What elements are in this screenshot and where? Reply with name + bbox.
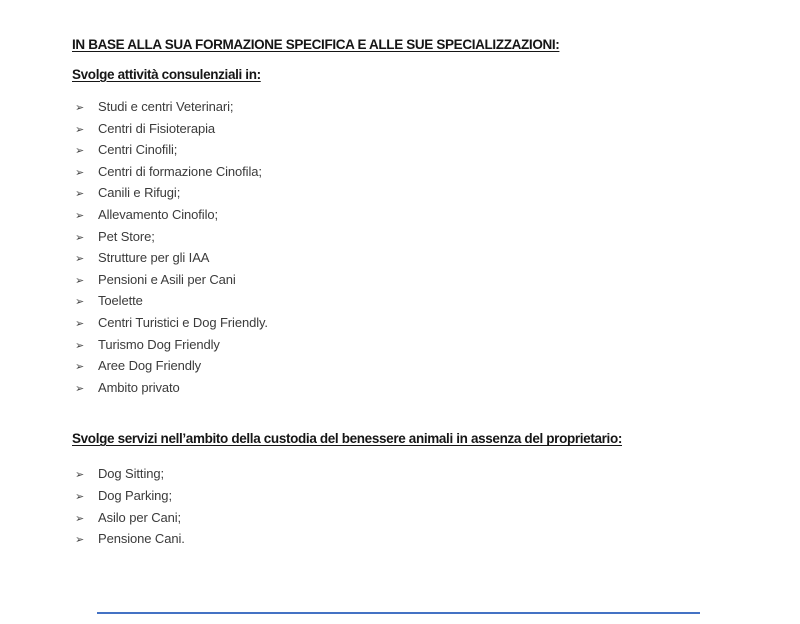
list-item-text: Centri Turistici e Dog Friendly. <box>98 314 268 330</box>
list-item-text: Dog Sitting; <box>98 466 165 482</box>
list-item-text: Turismo Dog Friendly <box>98 336 220 352</box>
arrow-bullet-icon: ➢ <box>75 102 85 114</box>
list-item-text: Allevamento Cinofilo; <box>98 206 219 222</box>
footer-separator-line <box>97 612 700 614</box>
section2-heading: Svolge servizi nell’ambito della custodia del benessere animali in assenza del proprietario: <box>72 431 622 447</box>
list-item <box>72 464 740 486</box>
arrow-bullet-icon: ➢ <box>75 534 85 547</box>
arrow-bullet-icon: ➢ <box>75 296 85 309</box>
list-item-text: Strutture per gli IAA <box>98 250 210 266</box>
list-item-text: Centri Cinofili; <box>98 142 178 158</box>
list-item <box>72 270 740 292</box>
list-item <box>72 119 740 141</box>
list-item <box>72 378 740 400</box>
list-item-text: Pet Store; <box>98 228 155 244</box>
arrow-bullet-icon: ➢ <box>75 339 85 352</box>
list-item <box>72 97 740 119</box>
list-item <box>72 486 740 508</box>
main-heading: IN BASE ALLA SUA FORMAZIONE SPECIFICA E ALLE SUE SPECIALIZZAZIONI: <box>72 37 560 52</box>
list-item <box>72 205 740 227</box>
list-item <box>72 183 740 205</box>
section2-list <box>72 464 740 550</box>
list-item-text: Studi e centri Veterinari; <box>98 99 234 114</box>
list-item <box>72 508 740 530</box>
list-item-text: Ambito privato <box>98 379 180 395</box>
arrow-bullet-icon: ➢ <box>75 361 85 374</box>
list-item <box>72 227 740 249</box>
arrow-bullet-icon: ➢ <box>75 123 85 136</box>
list-item-text: Asilo per Cani; <box>98 509 182 525</box>
arrow-bullet-icon: ➢ <box>75 512 85 525</box>
section1-heading: Svolge attività consulenziali in: <box>72 67 261 82</box>
arrow-bullet-icon: ➢ <box>75 231 85 244</box>
list-item-text: Pensione Cani. <box>98 531 185 547</box>
list-item-text: Centri di formazione Cinofila; <box>98 163 262 179</box>
arrow-bullet-icon: ➢ <box>75 317 85 330</box>
arrow-bullet-icon: ➢ <box>75 188 85 201</box>
arrow-bullet-icon: ➢ <box>75 253 85 266</box>
arrow-bullet-icon: ➢ <box>75 145 85 158</box>
list-item-text: Toelette <box>98 293 143 309</box>
arrow-bullet-icon: ➢ <box>75 382 85 395</box>
list-item-text: Pensioni e Asili per Cani <box>98 271 236 287</box>
list-item <box>72 291 740 313</box>
list-item-text: Aree Dog Friendly <box>98 358 202 374</box>
arrow-bullet-icon: ➢ <box>75 166 85 179</box>
list-item-text: Centri di Fisioterapia <box>98 120 216 136</box>
list-item <box>72 356 740 378</box>
list-item-text: Dog Parking; <box>98 487 172 503</box>
arrow-bullet-icon: ➢ <box>75 209 85 222</box>
list-item <box>72 529 740 551</box>
list-item <box>72 162 740 184</box>
list-item <box>72 248 740 270</box>
list-item-text: Canili e Rifugi; <box>98 185 181 201</box>
list-item <box>72 140 740 162</box>
list-item <box>72 335 740 357</box>
list-item <box>72 313 740 335</box>
arrow-bullet-icon: ➢ <box>75 274 85 287</box>
arrow-bullet-icon: ➢ <box>75 469 85 482</box>
section1-list <box>72 97 740 399</box>
arrow-bullet-icon: ➢ <box>75 490 85 503</box>
